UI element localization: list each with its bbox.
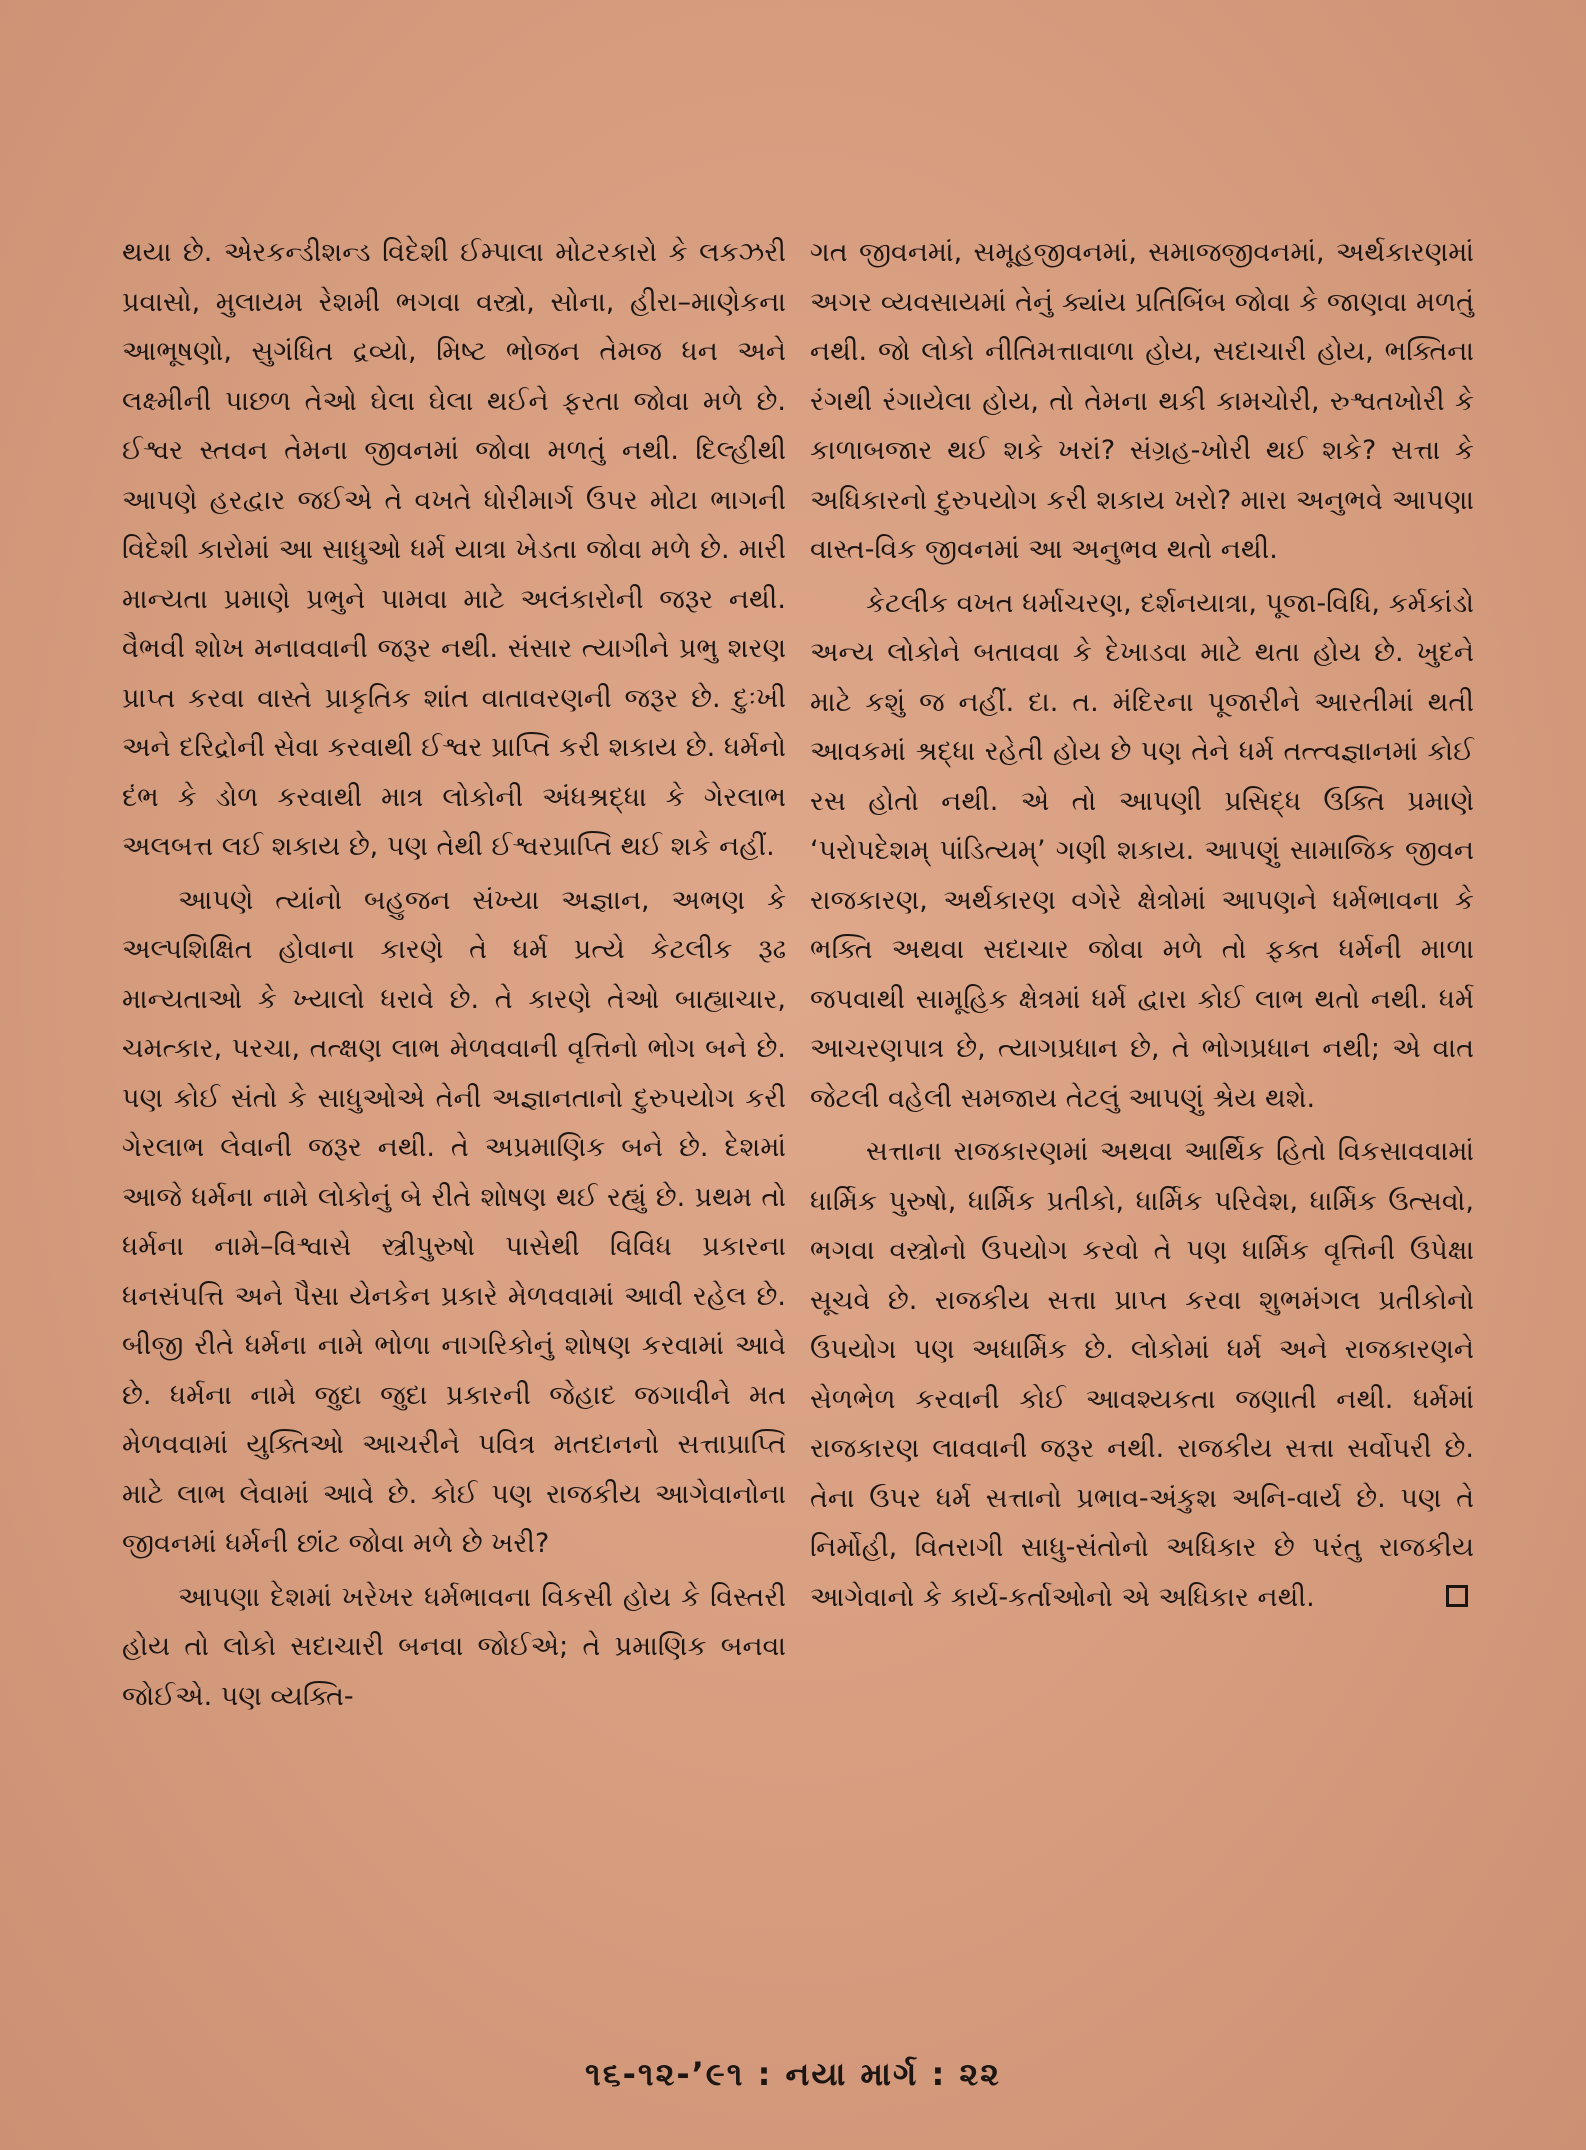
paragraph-text: સત્તાના રાજકારણમાં અથવા આર્થિક હિતો વિકસાવવામાં ધાર્મિક પુરુષો, ધાર્મિક પ્રતીકો, ધાર્મિક પરિવેશ, ધાર્મિક ઉત્સવો, ભગવા વસ્ત્રોનો ઉપયોગ કરવો તે પણ ધાર્મિક વૃત્તિની ઉપેક્ષા સૂચવે છે. રાજકીય સત્તા પ્રાપ્ત કરવા શુભમંગલ પ્રતીકોનો ઉપયોગ પણ અધાર્મિક છે. લોકોમાં ધર્મ અને રાજકારણને સેળભેળ કરવાની કોઈ આવશ્યકતા જણાતી નથી. ધર્મમાં રાજકારણ લાવવાની જરૂર નથી. રાજકીય સત્તા સર્વોપરી છે. તેના ઉપર ધર્મ સત્તાનો પ્રભાવ-અંકુશ અનિ-વાર્ય છે. પણ તે નિર્મોહી, વિતરાગી સાધુ-સંતોનો અધિકાર છે પરંતુ રાજકીય આગેવાનો કે કાર્ય-કર્તાઓનો એ અધિકાર નથી. (810, 1136, 1474, 1613)
paragraph: થયા છે. એરકન્ડીશન્ડ વિદેશી ઈમ્પાલા મોટરકારો કે લકઝરી પ્રવાસો, મુલાયમ રેશમી ભગવા વસ્ત્રો, સોના, હીરા–માણેકના આભૂષણો, સુગંધિત દ્રવ્યો, મિષ્ટ ભોજન તેમજ ધન અને લક્ષ્મીની પાછળ તેઓ ઘેલા ઘેલા થઈને ફરતા જોવા મળે છે. ઈશ્વર સ્તવન તેમના જીવનમાં જોવા મળતું નથી. દિલ્હીથી આપણે હરદ્વાર જઈએ તે વખતે ધોરીમાર્ગ ઉપર મોટા ભાગની વિદેશી કારોમાં આ સાધુઓ ધર્મ યાત્રા ખેડતા જોવા મળે છે. મારી માન્યતા પ્રમાણે પ્રભુને પામવા માટે અલંકારોની જરૂર નથી. વૈભવી શોખ મનાવવાની જરૂર નથી. સંસાર ત્યાગીને પ્રભુ શરણ પ્રાપ્ત કરવા વાસ્તે પ્રાકૃતિક શાંત વાતાવરણની જરૂર છે. દુઃખી અને દરિદ્રોની સેવા કરવાથી ઈશ્વર પ્રાપ્તિ કરી શકાય છે. ધર્મનો દંભ કે ડોળ કરવાથી માત્ર લોકોની અંધશ્રદ્ધા કે ગેરલાભ અલબત્ત લઈ શકાય છે, પણ તેથી ઈશ્વરપ્રાપ્તિ થઈ શકે નહીં. (122, 237, 786, 862)
paragraph: આપણા દેશમાં ખરેખર ધર્મભાવના વિકસી હોય કે વિસ્તરી હોય તો લોકો સદાચારી બનવા જોઈએ; તે પ્રમાણિક બનવા જોઈએ. પણ વ્યક્તિ- (122, 1581, 786, 1712)
paragraph: કેટલીક વખત ધર્માચરણ, દર્શનયાત્રા, પૂજા-વિધિ, કર્મકાંડો અન્ય લોકોને બતાવવા કે દેખાડવા માટે થતા હોય છે. ખુદને માટે કશું જ નહીં. દા. ત. મંદિરના પૂજારીને આરતીમાં થતી આવકમાં શ્રદ્ધા રહેતી હોય છે પણ તેને ધર્મ તત્ત્વજ્ઞાનમાં કોઈ રસ હોતો નથી. એ તો આપણી પ્રસિદ્ધ ઉક્તિ પ્રમાણે ‘પરોપદેશમ્ પાંડિત્યમ્’ ગણી શકાય. આપણું સામાજિક જીવન રાજકારણ, અર્થકારણ વગેરે ક્ષેત્રોમાં આપણને ધર્મભાવના કે ભક્તિ અથવા સદાચાર જોવા મળે તો ફક્ત ધર્મની માળા જપવાથી સામૂહિક ક્ષેત્રમાં ધર્મ દ્વારા કોઈ લાભ થતો નથી. ધર્મ આચરણપાત્ર છે, ત્યાગપ્રધાન છે, તે ભોગપ્રધાન નથી; એ વાત જેટલી વહેલી સમજાય તેટલું આપણું શ્રેય થશે. (810, 587, 1474, 1114)
paragraph: ગત જીવનમાં, સમૂહજીવનમાં, સમાજજીવનમાં, અર્થકારણમાં અગર વ્યવસાયમાં તેનું ક્યાંય પ્રતિબિંબ જોવા કે જાણવા મળતું નથી. જો લોકો નીતિમત્તાવાળા હોય, સદાચારી હોય, ભક્તિના રંગથી રંગાયેલા હોય, તો તેમના થકી કામચોરી, રુશ્વતખોરી કે કાળાબજાર થઈ શકે ખરાં? સંગ્રહ-ખોરી થઈ શકે? સત્તા કે અધિકારનો દુરુપયોગ કરી શકાય ખરો? મારા અનુભવે આપણા વાસ્ત-વિક જીવનમાં આ અનુભવ થતો નથી. (810, 237, 1474, 565)
paragraph: આપણે ત્યાંનો બહુજન સંખ્યા અજ્ઞાન, અભણ કે અલ્પશિક્ષિત હોવાના કારણે તે ધર્મ પ્રત્યે કેટલીક રૂઢ માન્યતાઓ કે ખ્યાલો ધરાવે છે. તે કારણે તેઓ બાહ્યાચાર, ચમત્કાર, પરચા, તત્ક્ષણ લાભ મેળવવાની વૃત્તિનો ભોગ બને છે. પણ કોઈ સંતો કે સાધુઓએ તેની અજ્ઞાનતાનો દુરુપયોગ કરી ગેરલાભ લેવાની જરૂર નથી. તે અપ્રમાણિક બને છે. દેશમાં આજે ધર્મના નામે લોકોનું બે રીતે શોષણ થઈ રહ્યું છે. પ્રથમ તો ધર્મના નામે–વિશ્વાસે સ્ત્રીપુરુષો પાસેથી વિવિધ પ્રકારના ધનસંપત્તિ અને પૈસા યેનકેન પ્રકારે મેળવવામાં આવી રહેલ છે. બીજી રીતે ધર્મના નામે ભોળા નાગરિકોનું શોષણ કરવામાં આવે છે. ધર્મના નામે જુદા જુદા પ્રકારની જેહાદ જગાવીને મત મેળવવામાં યુક્તિઓ આચરીને પવિત્ર મતદાનનો સત્તાપ્રાપ્તિ માટે લાભ લેવામાં આવે છે. કોઈ પણ રાજકીય આગેવાનોના જીવનમાં ધર્મની છાંટ જોવા મળે છે ખરી? (122, 884, 786, 1559)
page-footer: ૧૬-૧૨-’૯૧ : નયા માર્ગ : ૨૨ (585, 2055, 1001, 2093)
left-column (122, 228, 786, 1721)
paragraph-with-end-mark (810, 1127, 1474, 1622)
end-of-article-square-icon (1446, 1585, 1468, 1607)
right-column (810, 228, 1474, 1622)
